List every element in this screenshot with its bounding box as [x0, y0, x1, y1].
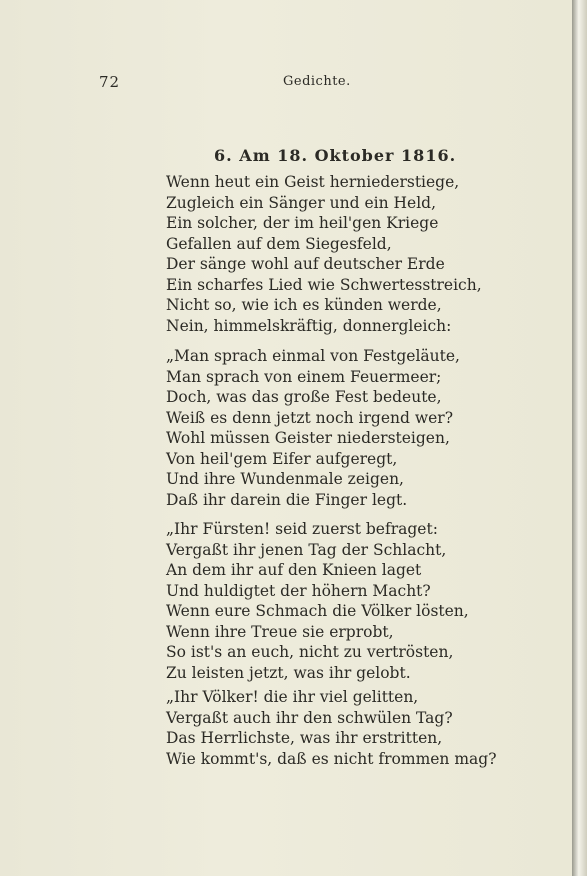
stanza-3: [166, 519, 469, 683]
poem-line: Vergaßt auch ihr den schwülen Tag?: [166, 708, 453, 727]
poem-line: So ist's an euch, nicht zu vertrösten,: [166, 643, 454, 661]
poem-line: „Man sprach einmal von Festgeläute,: [166, 347, 460, 365]
poem-line: Nein, himmelskräftig, donnergleich:: [166, 316, 452, 335]
poem-line: Ein scharfes Lied wie Schwertesstreich,: [166, 275, 482, 294]
poem-line: Weiß es denn jetzt noch irgend wer?: [166, 408, 454, 427]
poem-line: Zu leisten jetzt, was ihr gelobt.: [166, 663, 411, 682]
poem-line: Wenn ihre Treue sie erprobt,: [166, 622, 394, 641]
poem-line: Das Herrlichste, was ihr erstritten,: [166, 729, 443, 747]
poem-line: Und huldigtet der höhern Macht?: [166, 581, 431, 600]
poem-line: Der sänge wohl auf deutscher Erde: [166, 255, 445, 273]
poem-line: Zugleich ein Sänger und ein Held,: [166, 193, 437, 212]
poem-line: Wohl müssen Geister niedersteigen,: [166, 429, 450, 447]
poem-line: Wenn heut ein Geist herniederstiege,: [166, 173, 460, 191]
running-head: Gedichte.: [283, 74, 351, 89]
poem-line: Wenn eure Schmach die Völker lösten,: [166, 602, 469, 620]
page-number: 72: [99, 73, 121, 91]
poem-line: „Ihr Fürsten! seid zuerst befraget:: [166, 520, 438, 538]
poem-line: Ein solcher, der im heil'gen Kriege: [166, 214, 439, 232]
poem-line: An dem ihr auf den Knieen laget: [166, 561, 422, 579]
poem-line: Wie kommt's, daß es nicht frommen mag?: [166, 749, 497, 768]
poem-line: Gefallen auf dem Siegesfeld,: [166, 234, 392, 253]
poem-line: Nicht so, wie ich es künden werde,: [166, 296, 442, 314]
stanza-1: [166, 172, 482, 336]
poem-line: Von heil'gem Eifer aufgeregt,: [166, 449, 398, 468]
stanza-2: [166, 346, 460, 510]
poem-line: „Ihr Völker! die ihr viel gelitten,: [166, 688, 419, 706]
page-edge: [572, 0, 587, 876]
stanza-4: [166, 687, 497, 769]
poem-line: Vergaßt ihr jenen Tag der Schlacht,: [166, 540, 447, 559]
poem-line: Doch, was das große Fest bedeute,: [166, 388, 442, 406]
poem-line: Daß ihr darein die Finger legt.: [166, 490, 408, 509]
poem-line: Und ihre Wundenmale zeigen,: [166, 470, 404, 488]
poem-title: 6. Am 18. Oktober 1816.: [214, 146, 457, 165]
poem-line: Man sprach von einem Feuermeer;: [166, 367, 442, 386]
